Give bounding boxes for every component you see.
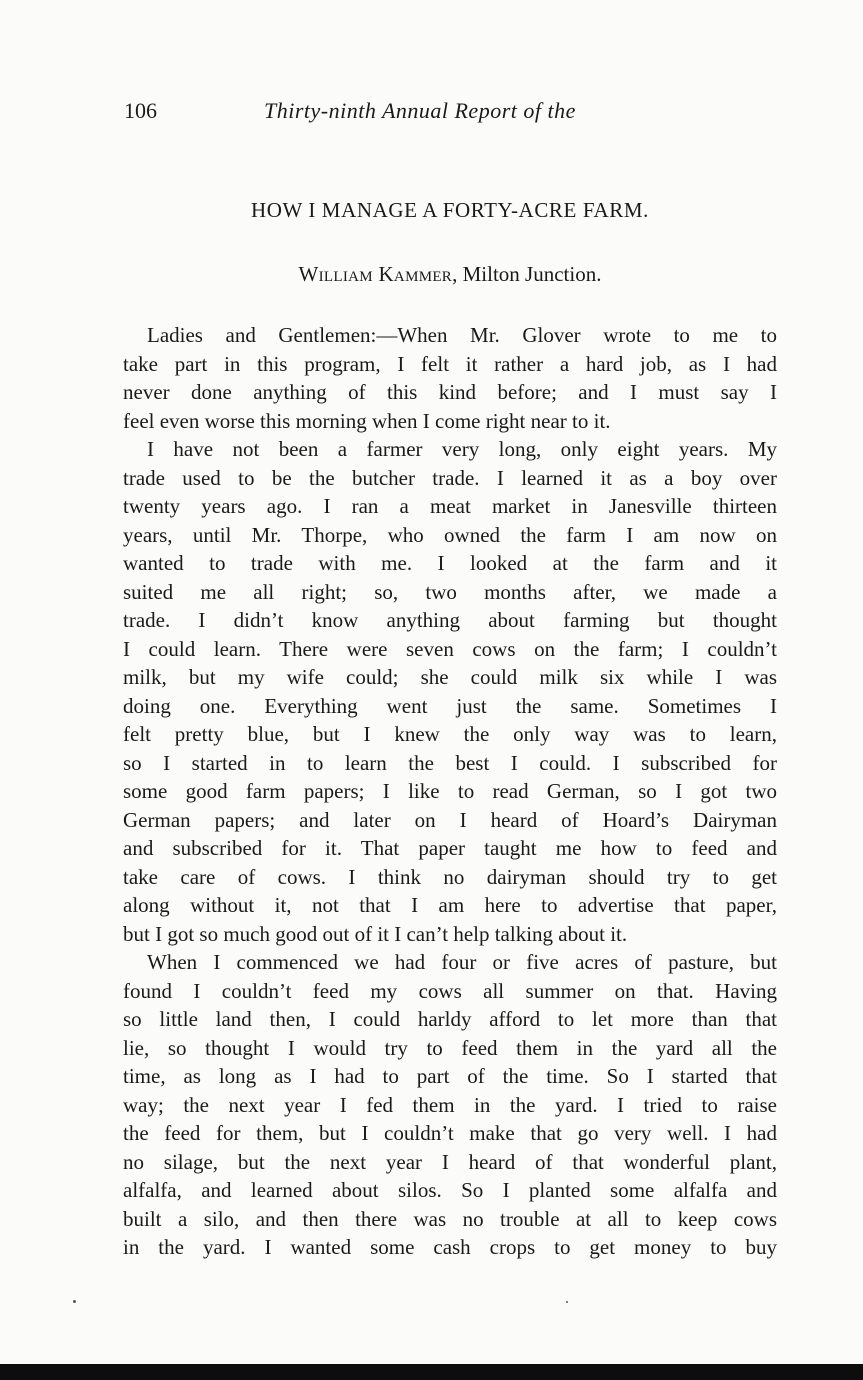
text-line: some good farm papers; I like to read German, so I got two — [123, 779, 777, 803]
text-line: I could learn. There were seven cows on the farm; I couldn’t — [123, 636, 777, 661]
text-line: German papers; and later on I heard of Hoard’s Dairyman — [123, 807, 777, 832]
text-line: When I commenced we had four or five acres of pasture, but — [147, 950, 777, 974]
text-line: the feed for them, but I couldn’t make that go very well. I had — [123, 1121, 777, 1145]
text-line: lie, so thought I would try to feed them in the yard all the — [123, 1035, 777, 1060]
text-line: feel even worse this morning when I come right near to it. — [123, 408, 611, 433]
text-line: so little land then, I could harldy afford to let more than that — [123, 1007, 777, 1031]
text-line: take care of cows. I think no dairyman should try to get — [123, 864, 777, 889]
text-line: found I couldn’t feed my cows all summer on that. Having — [123, 978, 777, 1003]
text-line: so I started in to learn the best I could. I subscribed for — [123, 750, 777, 775]
page-number: 106 — [124, 98, 157, 123]
text-line: wanted to trade with me. I looked at the farm and it — [123, 551, 777, 575]
author-name: William Kammer — [298, 262, 453, 286]
text-line: time, as long as I had to part of the time. So I started that — [123, 1064, 777, 1088]
text-line: felt pretty blue, but I knew the only way was to learn, — [123, 722, 777, 746]
scan-speck — [73, 1300, 76, 1303]
byline — [124, 262, 776, 287]
text-line: along without it, not that I am here to advertise that paper, — [123, 893, 777, 917]
text-line: and subscribed for it. That paper taught me how to feed and — [123, 836, 777, 860]
running-header — [124, 98, 776, 128]
text-line: Ladies and Gentlemen:—When Mr. Glover wrote to me to — [147, 323, 777, 347]
text-line: milk, but my wife could; she could milk six while I was — [123, 665, 777, 689]
text-line: alfalfa, and learned about silos. So I planted some alfalfa and — [123, 1178, 777, 1202]
text-line: trade used to be the butcher trade. I learned it as a boy over — [123, 465, 777, 490]
text-line: in the yard. I wanted some cash crops to get money to buy — [123, 1235, 777, 1259]
text-line: built a silo, and then there was no trouble at all to keep cows — [123, 1206, 777, 1231]
text-line: way; the next year I fed them in the yard. I tried to raise — [123, 1092, 777, 1117]
author-location: , Milton Junction. — [452, 262, 602, 286]
text-line: but I got so much good out of it I can’t help talking about it. — [123, 921, 628, 946]
text-line: no silage, but the next year I heard of that wonderful plant, — [123, 1149, 777, 1174]
scan-speck — [566, 1301, 568, 1303]
article-title: HOW I MANAGE A FORTY-ACRE FARM. — [250, 198, 650, 222]
text-line: doing one. Everything went just the same. Sometimes I — [123, 693, 777, 718]
text-line: never done anything of this kind before; and I must say I — [123, 380, 777, 404]
text-line: take part in this program, I felt it rather a hard job, as I had — [123, 351, 777, 376]
scan-bottom-edge — [0, 1364, 863, 1380]
text-line: I have not been a farmer very long, only eight years. My — [147, 437, 777, 461]
running-title: Thirty-ninth Annual Report of the — [264, 98, 576, 123]
article-body — [123, 321, 777, 1262]
text-line: trade. I didn’t know anything about farming but thought — [123, 608, 777, 632]
text-line: years, until Mr. Thorpe, who owned the farm I am now on — [123, 522, 777, 547]
text-line: suited me all right; so, two months after, we made a — [123, 579, 777, 604]
text-line: twenty years ago. I ran a meat market in Janesville thirteen — [123, 494, 777, 518]
